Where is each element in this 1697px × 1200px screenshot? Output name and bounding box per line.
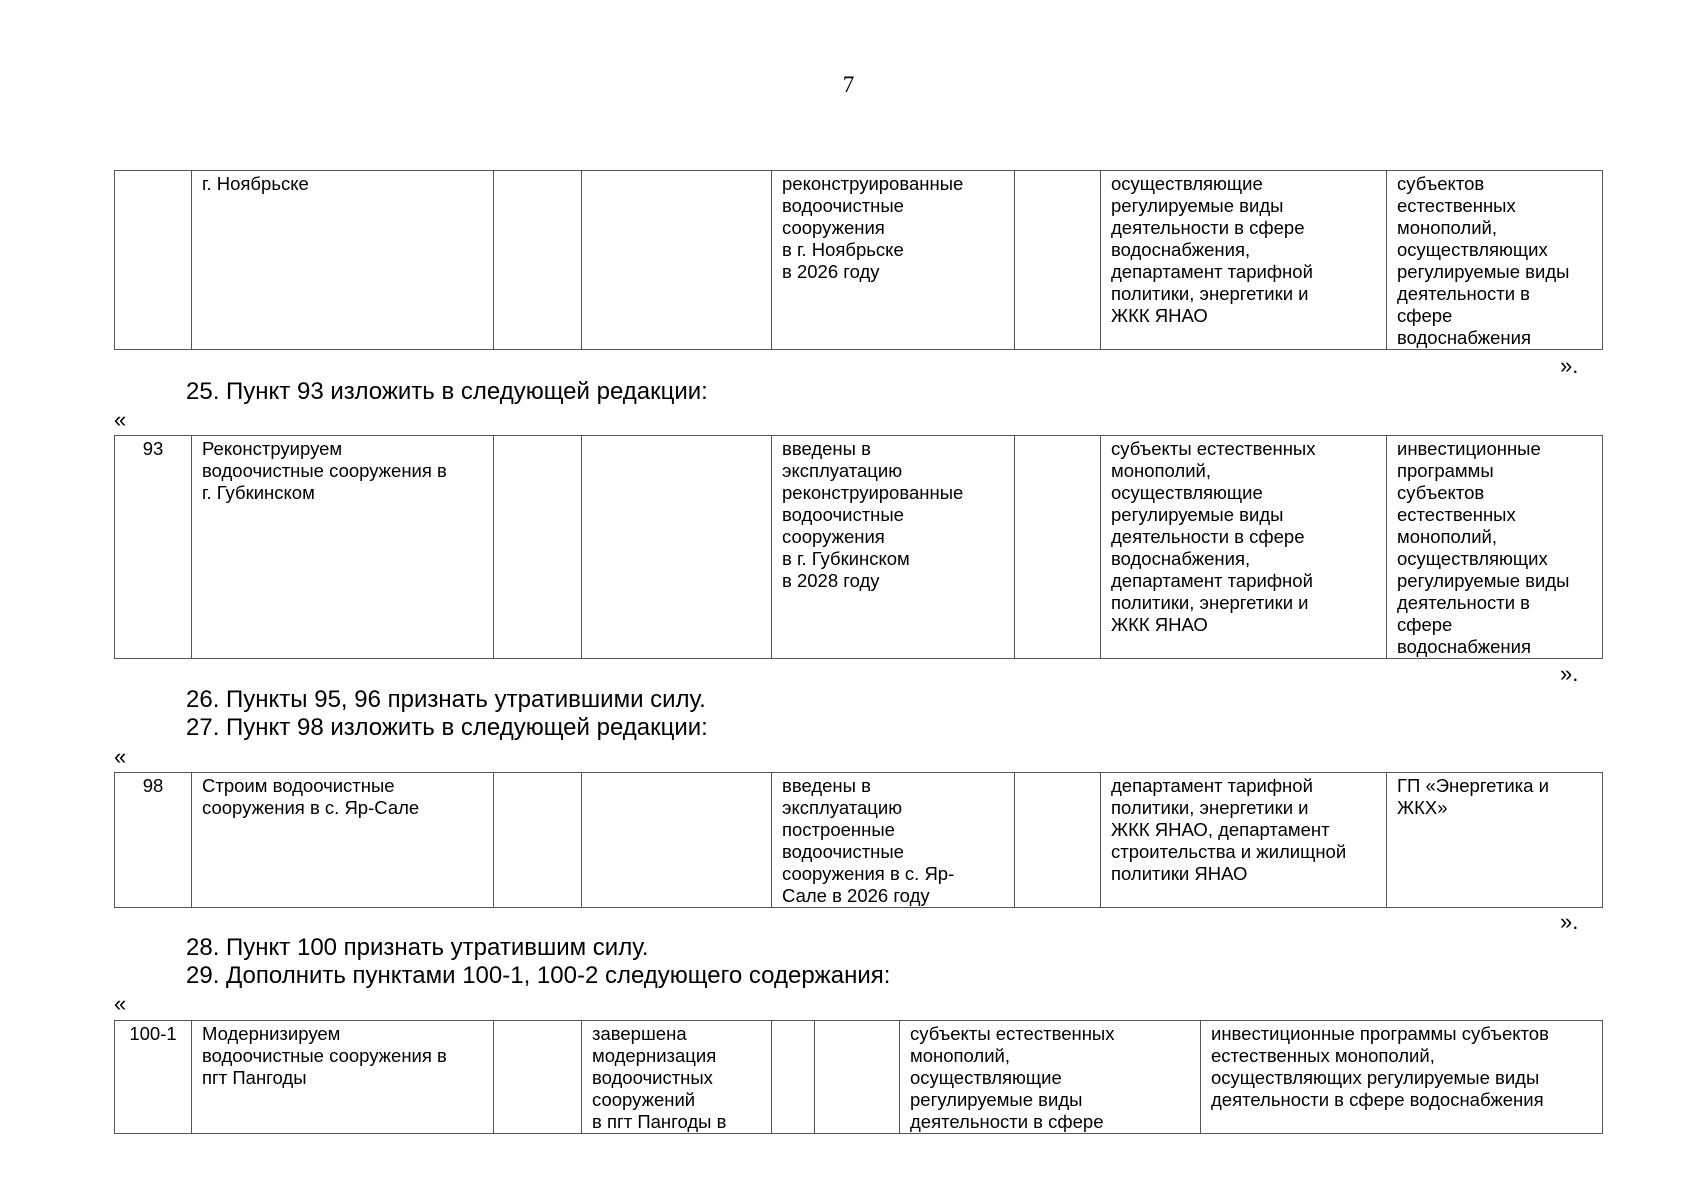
closing-quote: ». <box>1560 661 1579 686</box>
cell-empty <box>772 1021 815 1134</box>
item-27: 27. Пункт 98 изложить в следующей редакции: <box>186 714 708 741</box>
cell-source: инвестиционные программы субъектов естественных монополий, осуществляющих регулируемые виды деятельности в сфере водоснабжения <box>1387 436 1603 659</box>
opening-quote: « <box>114 991 127 1016</box>
opening-quote: « <box>114 407 127 432</box>
closing-quote: ». <box>1560 909 1579 934</box>
cell-empty <box>815 1021 900 1134</box>
table-row <box>115 171 1603 350</box>
cell-source: ГП «Энергетика и ЖКХ» <box>1387 773 1603 908</box>
cell-number: 98 <box>115 773 192 908</box>
cell-empty <box>582 773 772 908</box>
cell-empty <box>494 436 582 659</box>
opening-quote: « <box>114 744 127 769</box>
cell-result: завершена модернизация водоочистных сооружений в пгт Пангоды в <box>582 1021 772 1134</box>
table-row <box>115 1021 1603 1134</box>
table-row <box>115 773 1603 908</box>
cell-source: субъектов естественных монополий, осуществляющих регулируемые виды деятельности в сфере водоснабжения <box>1387 171 1603 350</box>
cell-result: введены в эксплуатацию реконструированные водоочистные сооружения в г. Губкинском в 2028 году <box>772 436 1015 659</box>
cell-result: реконструированные водоочистные сооружения в г. Ноябрьске в 2026 году <box>772 171 1015 350</box>
cell-measure: Строим водоочистные сооружения в с. Яр-Сале <box>192 773 494 908</box>
cell-empty <box>582 436 772 659</box>
table-item-98 <box>114 772 1603 908</box>
cell-number: 100-1 <box>115 1021 192 1134</box>
table-item-93 <box>114 435 1603 659</box>
item-29: 29. Дополнить пунктами 100-1, 100-2 следующего содержания: <box>186 962 891 989</box>
cell-measure: Реконструируем водоочистные сооружения в г. Губкинском <box>192 436 494 659</box>
cell-number: 93 <box>115 436 192 659</box>
cell-empty <box>1015 436 1101 659</box>
item-28: 28. Пункт 100 признать утратившим силу. <box>186 934 649 961</box>
cell-empty <box>494 773 582 908</box>
closing-quote: ». <box>1560 353 1579 378</box>
cell-empty <box>494 171 582 350</box>
table-row <box>115 436 1603 659</box>
cell-empty <box>1015 171 1101 350</box>
cell-measure: г. Ноябрьске <box>192 171 494 350</box>
cell-responsible: субъекты естественных монополий, осуществляющие регулируемые виды деятельности в сфере водоснабжения, департамент тарифной политики, энергетики и ЖКК ЯНАО <box>1101 436 1387 659</box>
cell-number <box>115 171 192 350</box>
cell-responsible: осуществляющие регулируемые виды деятельности в сфере водоснабжения, департамент тарифной политики, энергетики и ЖКК ЯНАО <box>1101 171 1387 350</box>
cell-empty <box>1015 773 1101 908</box>
cell-empty <box>494 1021 582 1134</box>
item-25: 25. Пункт 93 изложить в следующей редакции: <box>186 378 708 405</box>
cell-responsible: субъекты естественных монополий, осуществляющие регулируемые виды деятельности в сфере <box>900 1021 1201 1134</box>
cell-source: инвестиционные программы субъектов естественных монополий, осуществляющих регулируемые виды деятельности в сфере водоснабжения <box>1201 1021 1603 1134</box>
table-continuation <box>114 170 1603 350</box>
page-number: 7 <box>842 72 855 97</box>
table-item-100-1 <box>114 1020 1603 1134</box>
item-26: 26. Пункты 95, 96 признать утратившими силу. <box>186 686 706 713</box>
cell-responsible: департамент тарифной политики, энергетики и ЖКК ЯНАО, департамент строительства и жилищной политики ЯНАО <box>1101 773 1387 908</box>
cell-empty <box>582 171 772 350</box>
cell-result: введены в эксплуатацию построенные водоочистные сооружения в с. Яр- Сале в 2026 году <box>772 773 1015 908</box>
cell-measure: Модернизируем водоочистные сооружения в пгт Пангоды <box>192 1021 494 1134</box>
